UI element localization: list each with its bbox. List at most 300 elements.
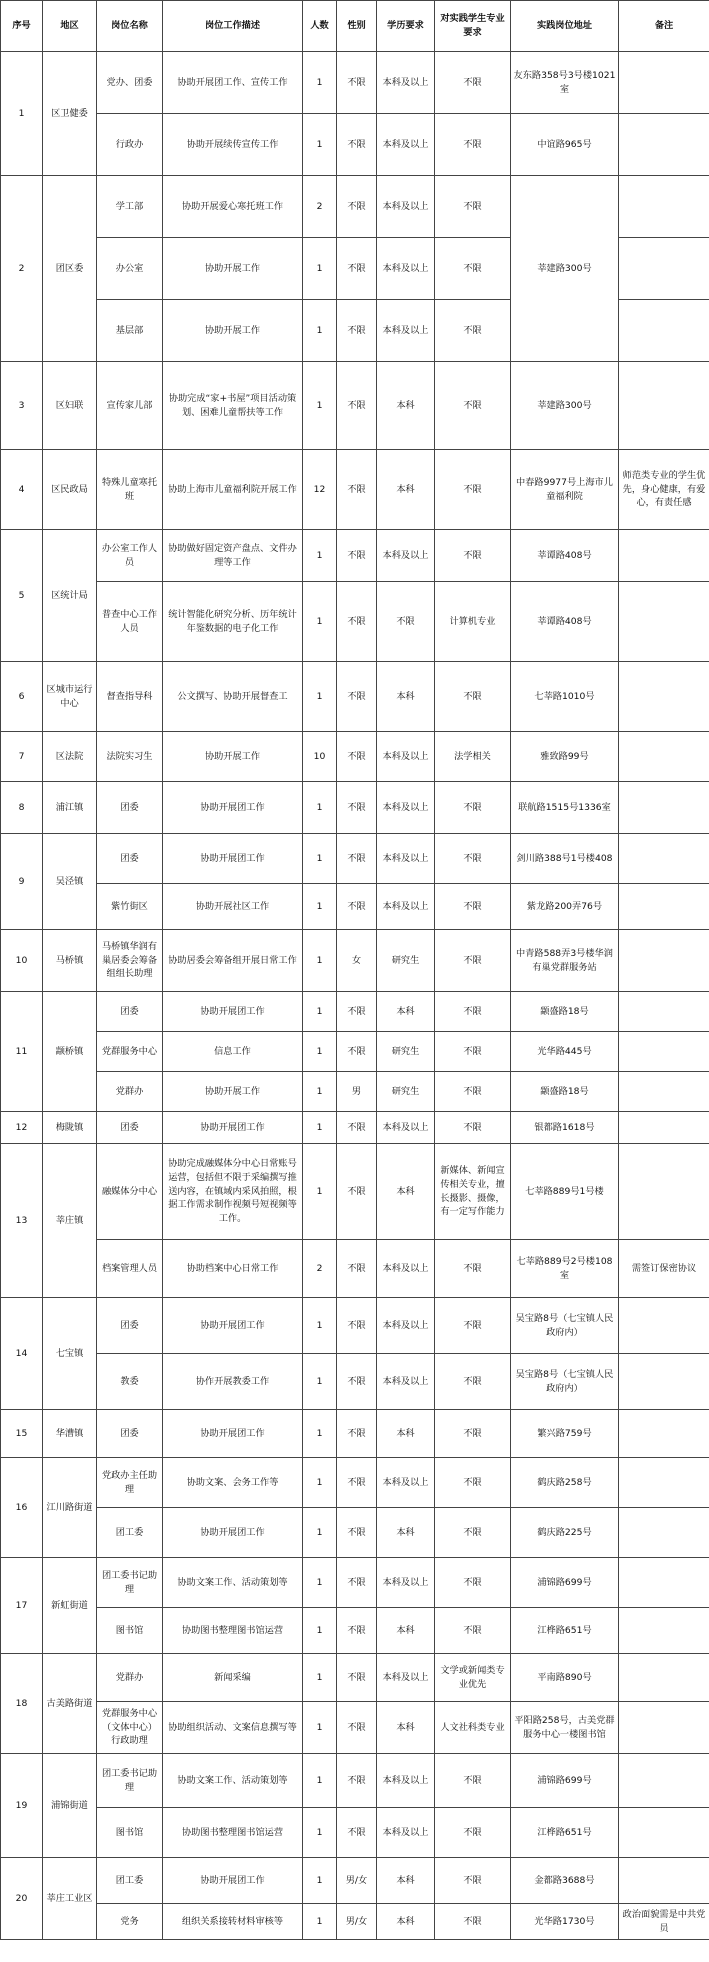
position-name-cell: 团工委	[97, 1508, 163, 1558]
major-requirement-cell: 不限	[435, 1072, 511, 1112]
serial-number-cell: 12	[1, 1112, 43, 1144]
job-description-cell: 协助完成融媒体分中心日常账号运营，包括但不限于采编撰写推送内容，在镇域内采风拍照，根据工作需求制作视频号短视频等工作。	[163, 1144, 303, 1240]
gender-cell: 女	[337, 930, 377, 992]
education-cell: 本科	[377, 1904, 435, 1940]
job-description-cell: 协助开展团工作、宣传工作	[163, 52, 303, 114]
major-requirement-cell: 不限	[435, 1608, 511, 1654]
headcount-cell: 1	[303, 1410, 337, 1458]
position-name-cell: 马桥镇华润有巢居委会筹备组组长助理	[97, 930, 163, 992]
education-cell: 本科及以上	[377, 732, 435, 782]
headcount-cell: 1	[303, 1858, 337, 1904]
headcount-cell: 1	[303, 1808, 337, 1858]
address-cell: 江桦路651号	[511, 1808, 619, 1858]
address-cell: 剑川路388号1号楼408	[511, 834, 619, 884]
area-cell: 区民政局	[43, 450, 97, 530]
address-cell: 江桦路651号	[511, 1608, 619, 1654]
position-name-cell: 党群服务中心	[97, 1032, 163, 1072]
education-cell: 本科及以上	[377, 1754, 435, 1808]
major-requirement-cell: 不限	[435, 450, 511, 530]
remarks-cell	[619, 362, 709, 450]
education-cell: 本科及以上	[377, 300, 435, 362]
job-description-cell: 组织关系接转材料审核等	[163, 1904, 303, 1940]
position-name-cell: 紫竹街区	[97, 884, 163, 930]
table-row	[1, 1032, 709, 1072]
major-requirement-cell: 不限	[435, 1112, 511, 1144]
job-description-cell: 协助开展工作	[163, 1072, 303, 1112]
gender-cell: 不限	[337, 1558, 377, 1608]
major-requirement-cell: 不限	[435, 52, 511, 114]
gender-cell: 不限	[337, 582, 377, 662]
headcount-cell: 1	[303, 1654, 337, 1702]
remarks-cell	[619, 1458, 709, 1508]
position-name-cell: 党群办	[97, 1072, 163, 1112]
education-cell: 本科及以上	[377, 1354, 435, 1410]
headcount-cell: 1	[303, 114, 337, 176]
address-cell: 雅致路99号	[511, 732, 619, 782]
remarks-cell	[619, 1354, 709, 1410]
address-cell: 金都路3688号	[511, 1858, 619, 1904]
education-cell: 本科及以上	[377, 1808, 435, 1858]
headcount-cell: 12	[303, 450, 337, 530]
address-cell: 莘建路300号	[511, 362, 619, 450]
remarks-cell	[619, 1858, 709, 1904]
table-row	[1, 1410, 709, 1458]
table-row	[1, 362, 709, 450]
table-row	[1, 1298, 709, 1354]
job-description-cell: 协助组织活动、文案信息撰写等	[163, 1702, 303, 1754]
gender-cell: 不限	[337, 1808, 377, 1858]
major-requirement-cell: 不限	[435, 1904, 511, 1940]
serial-number-cell: 5	[1, 530, 43, 662]
education-cell: 研究生	[377, 1072, 435, 1112]
address-cell: 浦锦路699号	[511, 1558, 619, 1608]
major-requirement-cell: 不限	[435, 930, 511, 992]
address-cell: 吴宝路8号（七宝镇人民政府内）	[511, 1354, 619, 1410]
major-requirement-cell: 不限	[435, 884, 511, 930]
education-cell: 本科及以上	[377, 834, 435, 884]
serial-number-cell: 15	[1, 1410, 43, 1458]
table-row	[1, 1240, 709, 1298]
gender-cell: 不限	[337, 1458, 377, 1508]
address-cell: 吴宝路8号（七宝镇人民政府内）	[511, 1298, 619, 1354]
major-requirement-cell: 不限	[435, 114, 511, 176]
gender-cell: 不限	[337, 300, 377, 362]
job-description-cell: 信息工作	[163, 1032, 303, 1072]
education-cell: 本科	[377, 662, 435, 732]
job-description-cell: 协助开展爱心寒托班工作	[163, 176, 303, 238]
address-cell: 莘建路300号	[511, 176, 619, 362]
headcount-cell: 1	[303, 1458, 337, 1508]
header-cell: 备注	[619, 1, 709, 52]
headcount-cell: 1	[303, 52, 337, 114]
headcount-cell: 10	[303, 732, 337, 782]
gender-cell: 不限	[337, 1754, 377, 1808]
job-description-cell: 协助开展团工作	[163, 1410, 303, 1458]
gender-cell: 不限	[337, 1508, 377, 1558]
job-description-cell: 协助开展团工作	[163, 1298, 303, 1354]
education-cell: 研究生	[377, 1032, 435, 1072]
address-cell: 七莘路889号2号楼108室	[511, 1240, 619, 1298]
table-row	[1, 114, 709, 176]
job-description-cell: 协助文案工作、活动策划等	[163, 1754, 303, 1808]
education-cell: 本科及以上	[377, 1654, 435, 1702]
job-description-cell: 协作开展教委工作	[163, 1354, 303, 1410]
table-row	[1, 1458, 709, 1508]
header-cell: 岗位名称	[97, 1, 163, 52]
serial-number-cell: 3	[1, 362, 43, 450]
position-name-cell: 学工部	[97, 176, 163, 238]
remarks-cell: 师范类专业的学生优先，身心健康，有爱心，有责任感	[619, 450, 709, 530]
education-cell: 本科	[377, 1508, 435, 1558]
remarks-cell	[619, 1654, 709, 1702]
major-requirement-cell: 不限	[435, 1458, 511, 1508]
serial-number-cell: 4	[1, 450, 43, 530]
headcount-cell: 1	[303, 300, 337, 362]
position-name-cell: 档案管理人员	[97, 1240, 163, 1298]
gender-cell: 不限	[337, 362, 377, 450]
headcount-cell: 1	[303, 582, 337, 662]
position-name-cell: 团工委	[97, 1858, 163, 1904]
table-row	[1, 1558, 709, 1608]
table-row	[1, 884, 709, 930]
address-cell: 联航路1515号1336室	[511, 782, 619, 834]
remarks-cell	[619, 1410, 709, 1458]
gender-cell: 不限	[337, 782, 377, 834]
address-cell: 银都路1618号	[511, 1112, 619, 1144]
address-cell: 颛盛路18号	[511, 1072, 619, 1112]
position-name-cell: 团委	[97, 782, 163, 834]
header-cell: 实践岗位地址	[511, 1, 619, 52]
job-description-cell: 协助居委会筹备组开展日常工作	[163, 930, 303, 992]
major-requirement-cell: 不限	[435, 1032, 511, 1072]
address-cell: 光华路445号	[511, 1032, 619, 1072]
serial-number-cell: 8	[1, 782, 43, 834]
headcount-cell: 1	[303, 1032, 337, 1072]
gender-cell: 不限	[337, 1654, 377, 1702]
gender-cell: 不限	[337, 1354, 377, 1410]
position-name-cell: 特殊儿童寒托班	[97, 450, 163, 530]
table-row	[1, 1112, 709, 1144]
education-cell: 本科	[377, 1608, 435, 1654]
area-cell: 区法院	[43, 732, 97, 782]
remarks-cell	[619, 1808, 709, 1858]
headcount-cell: 1	[303, 1354, 337, 1410]
area-cell: 区统计局	[43, 530, 97, 662]
gender-cell: 不限	[337, 1032, 377, 1072]
area-cell: 浦锦街道	[43, 1754, 97, 1858]
table-row	[1, 1654, 709, 1702]
serial-number-cell: 1	[1, 52, 43, 176]
area-cell: 浦江镇	[43, 782, 97, 834]
gender-cell: 不限	[337, 1702, 377, 1754]
serial-number-cell: 17	[1, 1558, 43, 1654]
area-cell: 莘庄工业区	[43, 1858, 97, 1940]
position-name-cell: 团委	[97, 834, 163, 884]
remarks-cell	[619, 732, 709, 782]
major-requirement-cell: 不限	[435, 300, 511, 362]
serial-number-cell: 2	[1, 176, 43, 362]
remarks-cell	[619, 930, 709, 992]
gender-cell: 不限	[337, 1298, 377, 1354]
position-name-cell: 办公室工作人员	[97, 530, 163, 582]
headcount-cell: 1	[303, 362, 337, 450]
headcount-cell: 1	[303, 1072, 337, 1112]
education-cell: 本科	[377, 992, 435, 1032]
header-cell: 对实践学生专业要求	[435, 1, 511, 52]
header-cell: 人数	[303, 1, 337, 52]
major-requirement-cell: 计算机专业	[435, 582, 511, 662]
address-cell: 平南路890号	[511, 1654, 619, 1702]
headcount-cell: 1	[303, 1298, 337, 1354]
area-cell: 团区委	[43, 176, 97, 362]
address-cell: 中青路588弄3号楼华润有巢党群服务站	[511, 930, 619, 992]
gender-cell: 不限	[337, 1608, 377, 1654]
position-name-cell: 行政办	[97, 114, 163, 176]
gender-cell: 男/女	[337, 1858, 377, 1904]
table-row	[1, 52, 709, 114]
education-cell: 本科	[377, 362, 435, 450]
education-cell: 本科及以上	[377, 1558, 435, 1608]
gender-cell: 男	[337, 1072, 377, 1112]
position-name-cell: 融媒体分中心	[97, 1144, 163, 1240]
gender-cell: 不限	[337, 732, 377, 782]
header-cell: 性别	[337, 1, 377, 52]
remarks-cell	[619, 662, 709, 732]
remarks-cell	[619, 238, 709, 300]
headcount-cell: 1	[303, 1558, 337, 1608]
job-description-cell: 协助档案中心日常工作	[163, 1240, 303, 1298]
job-description-cell: 协助开展续传宣传工作	[163, 114, 303, 176]
major-requirement-cell: 不限	[435, 1508, 511, 1558]
remarks-cell: 需签订保密协议	[619, 1240, 709, 1298]
address-cell: 鹤庆路258号	[511, 1458, 619, 1508]
headcount-cell: 1	[303, 238, 337, 300]
gender-cell: 不限	[337, 1410, 377, 1458]
education-cell: 本科及以上	[377, 782, 435, 834]
table-row	[1, 176, 709, 238]
education-cell: 本科	[377, 1702, 435, 1754]
headcount-cell: 1	[303, 884, 337, 930]
area-cell: 梅陇镇	[43, 1112, 97, 1144]
headcount-cell: 2	[303, 1240, 337, 1298]
job-description-cell: 协助开展社区工作	[163, 884, 303, 930]
area-cell: 吴泾镇	[43, 834, 97, 930]
position-name-cell: 图书馆	[97, 1608, 163, 1654]
remarks-cell	[619, 1112, 709, 1144]
gender-cell: 不限	[337, 662, 377, 732]
major-requirement-cell: 文学或新闻类专业优先	[435, 1654, 511, 1702]
education-cell: 本科及以上	[377, 1240, 435, 1298]
area-cell: 七宝镇	[43, 1298, 97, 1410]
remarks-cell	[619, 1032, 709, 1072]
remarks-cell	[619, 884, 709, 930]
major-requirement-cell: 不限	[435, 834, 511, 884]
job-description-cell: 统计智能化研究分析、历年统计年鉴数据的电子化工作	[163, 582, 303, 662]
position-name-cell: 党务	[97, 1904, 163, 1940]
remarks-cell	[619, 1702, 709, 1754]
gender-cell: 不限	[337, 176, 377, 238]
position-name-cell: 团委	[97, 992, 163, 1032]
major-requirement-cell: 不限	[435, 176, 511, 238]
table-row	[1, 1904, 709, 1940]
position-name-cell: 宣传家儿部	[97, 362, 163, 450]
job-description-cell: 公文撰写、协助开展督查工	[163, 662, 303, 732]
table-row	[1, 1754, 709, 1808]
headcount-cell: 2	[303, 176, 337, 238]
education-cell: 不限	[377, 582, 435, 662]
gender-cell: 男/女	[337, 1904, 377, 1940]
major-requirement-cell: 不限	[435, 362, 511, 450]
table-row	[1, 732, 709, 782]
serial-number-cell: 13	[1, 1144, 43, 1298]
address-cell: 浦锦路699号	[511, 1754, 619, 1808]
serial-number-cell: 11	[1, 992, 43, 1112]
education-cell: 本科	[377, 450, 435, 530]
serial-number-cell: 10	[1, 930, 43, 992]
serial-number-cell: 14	[1, 1298, 43, 1410]
position-name-cell: 督查指导科	[97, 662, 163, 732]
remarks-cell: 政治面貌需是中共党员	[619, 1904, 709, 1940]
area-cell: 区卫健委	[43, 52, 97, 176]
headcount-cell: 1	[303, 1754, 337, 1808]
position-name-cell: 党群服务中心（文体中心）行政助理	[97, 1702, 163, 1754]
address-cell: 七莘路1010号	[511, 662, 619, 732]
area-cell: 马桥镇	[43, 930, 97, 992]
major-requirement-cell: 不限	[435, 1858, 511, 1904]
table-row	[1, 1072, 709, 1112]
remarks-cell	[619, 1144, 709, 1240]
table-row	[1, 834, 709, 884]
header-cell: 地区	[43, 1, 97, 52]
major-requirement-cell: 新媒体、新闻宣传相关专业，擅长摄影、摄像，有一定写作能力	[435, 1144, 511, 1240]
address-cell: 颛盛路18号	[511, 992, 619, 1032]
education-cell: 本科	[377, 1144, 435, 1240]
education-cell: 本科及以上	[377, 530, 435, 582]
remarks-cell	[619, 1754, 709, 1808]
serial-number-cell: 16	[1, 1458, 43, 1558]
area-cell: 区城市运行中心	[43, 662, 97, 732]
remarks-cell	[619, 582, 709, 662]
table-row	[1, 1702, 709, 1754]
education-cell: 本科及以上	[377, 1458, 435, 1508]
headcount-cell: 1	[303, 662, 337, 732]
gender-cell: 不限	[337, 1240, 377, 1298]
gender-cell: 不限	[337, 52, 377, 114]
remarks-cell	[619, 1072, 709, 1112]
address-cell: 友东路358号3号楼1021室	[511, 52, 619, 114]
serial-number-cell: 7	[1, 732, 43, 782]
remarks-cell	[619, 114, 709, 176]
headcount-cell: 1	[303, 1112, 337, 1144]
remarks-cell	[619, 992, 709, 1032]
headcount-cell: 1	[303, 1144, 337, 1240]
table-row	[1, 1354, 709, 1410]
headcount-cell: 1	[303, 1508, 337, 1558]
job-description-cell: 协助开展团工作	[163, 1508, 303, 1558]
remarks-cell	[619, 1298, 709, 1354]
job-description-cell: 协助开展工作	[163, 238, 303, 300]
address-cell: 鹤庆路225号	[511, 1508, 619, 1558]
headcount-cell: 1	[303, 834, 337, 884]
major-requirement-cell: 不限	[435, 1410, 511, 1458]
table-row	[1, 662, 709, 732]
position-name-cell: 图书馆	[97, 1808, 163, 1858]
headcount-cell: 1	[303, 782, 337, 834]
address-cell: 繁兴路759号	[511, 1410, 619, 1458]
job-description-cell: 协助开展工作	[163, 300, 303, 362]
position-name-cell: 普查中心工作人员	[97, 582, 163, 662]
area-cell: 颛桥镇	[43, 992, 97, 1112]
position-name-cell: 党政办主任助理	[97, 1458, 163, 1508]
education-cell: 本科	[377, 1858, 435, 1904]
remarks-cell	[619, 782, 709, 834]
education-cell: 本科及以上	[377, 884, 435, 930]
gender-cell: 不限	[337, 114, 377, 176]
gender-cell: 不限	[337, 1144, 377, 1240]
education-cell: 研究生	[377, 930, 435, 992]
remarks-cell	[619, 530, 709, 582]
gender-cell: 不限	[337, 992, 377, 1032]
headcount-cell: 1	[303, 1608, 337, 1654]
table-row	[1, 530, 709, 582]
major-requirement-cell: 不限	[435, 1298, 511, 1354]
remarks-cell	[619, 300, 709, 362]
address-cell: 莘谭路408号	[511, 530, 619, 582]
table-row	[1, 930, 709, 992]
table-row	[1, 1608, 709, 1654]
headcount-cell: 1	[303, 1904, 337, 1940]
headcount-cell: 1	[303, 1702, 337, 1754]
job-description-cell: 协助完成“家+书屋”项目活动策划、困难儿童帮扶等工作	[163, 362, 303, 450]
address-cell: 平阳路258号，古美党群服务中心一楼图书馆	[511, 1702, 619, 1754]
remarks-cell	[619, 834, 709, 884]
headcount-cell: 1	[303, 930, 337, 992]
major-requirement-cell: 不限	[435, 238, 511, 300]
serial-number-cell: 20	[1, 1858, 43, 1940]
position-name-cell: 基层部	[97, 300, 163, 362]
address-cell: 七莘路889号1号楼	[511, 1144, 619, 1240]
position-name-cell: 党办、团委	[97, 52, 163, 114]
major-requirement-cell: 不限	[435, 530, 511, 582]
gender-cell: 不限	[337, 1112, 377, 1144]
major-requirement-cell: 不限	[435, 1354, 511, 1410]
area-cell: 华漕镇	[43, 1410, 97, 1458]
major-requirement-cell: 不限	[435, 1754, 511, 1808]
position-name-cell: 党群办	[97, 1654, 163, 1702]
job-description-cell: 新闻采编	[163, 1654, 303, 1702]
job-description-cell: 协助文案工作、活动策划等	[163, 1558, 303, 1608]
header-row	[1, 1, 709, 52]
table-row	[1, 1144, 709, 1240]
serial-number-cell: 6	[1, 662, 43, 732]
position-name-cell: 团委	[97, 1112, 163, 1144]
position-name-cell: 团委	[97, 1298, 163, 1354]
job-description-cell: 协助做好固定资产盘点、文件办理等工作	[163, 530, 303, 582]
major-requirement-cell: 人文社科类专业	[435, 1702, 511, 1754]
table-row	[1, 1858, 709, 1904]
gender-cell: 不限	[337, 834, 377, 884]
position-name-cell: 教委	[97, 1354, 163, 1410]
table-row	[1, 450, 709, 530]
table-row	[1, 1808, 709, 1858]
job-description-cell: 协助上海市儿童福利院开展工作	[163, 450, 303, 530]
position-name-cell: 团委	[97, 1410, 163, 1458]
address-cell: 中春路9977号上海市儿童福利院	[511, 450, 619, 530]
major-requirement-cell: 法学相关	[435, 732, 511, 782]
area-cell: 莘庄镇	[43, 1144, 97, 1298]
table-row	[1, 992, 709, 1032]
major-requirement-cell: 不限	[435, 662, 511, 732]
